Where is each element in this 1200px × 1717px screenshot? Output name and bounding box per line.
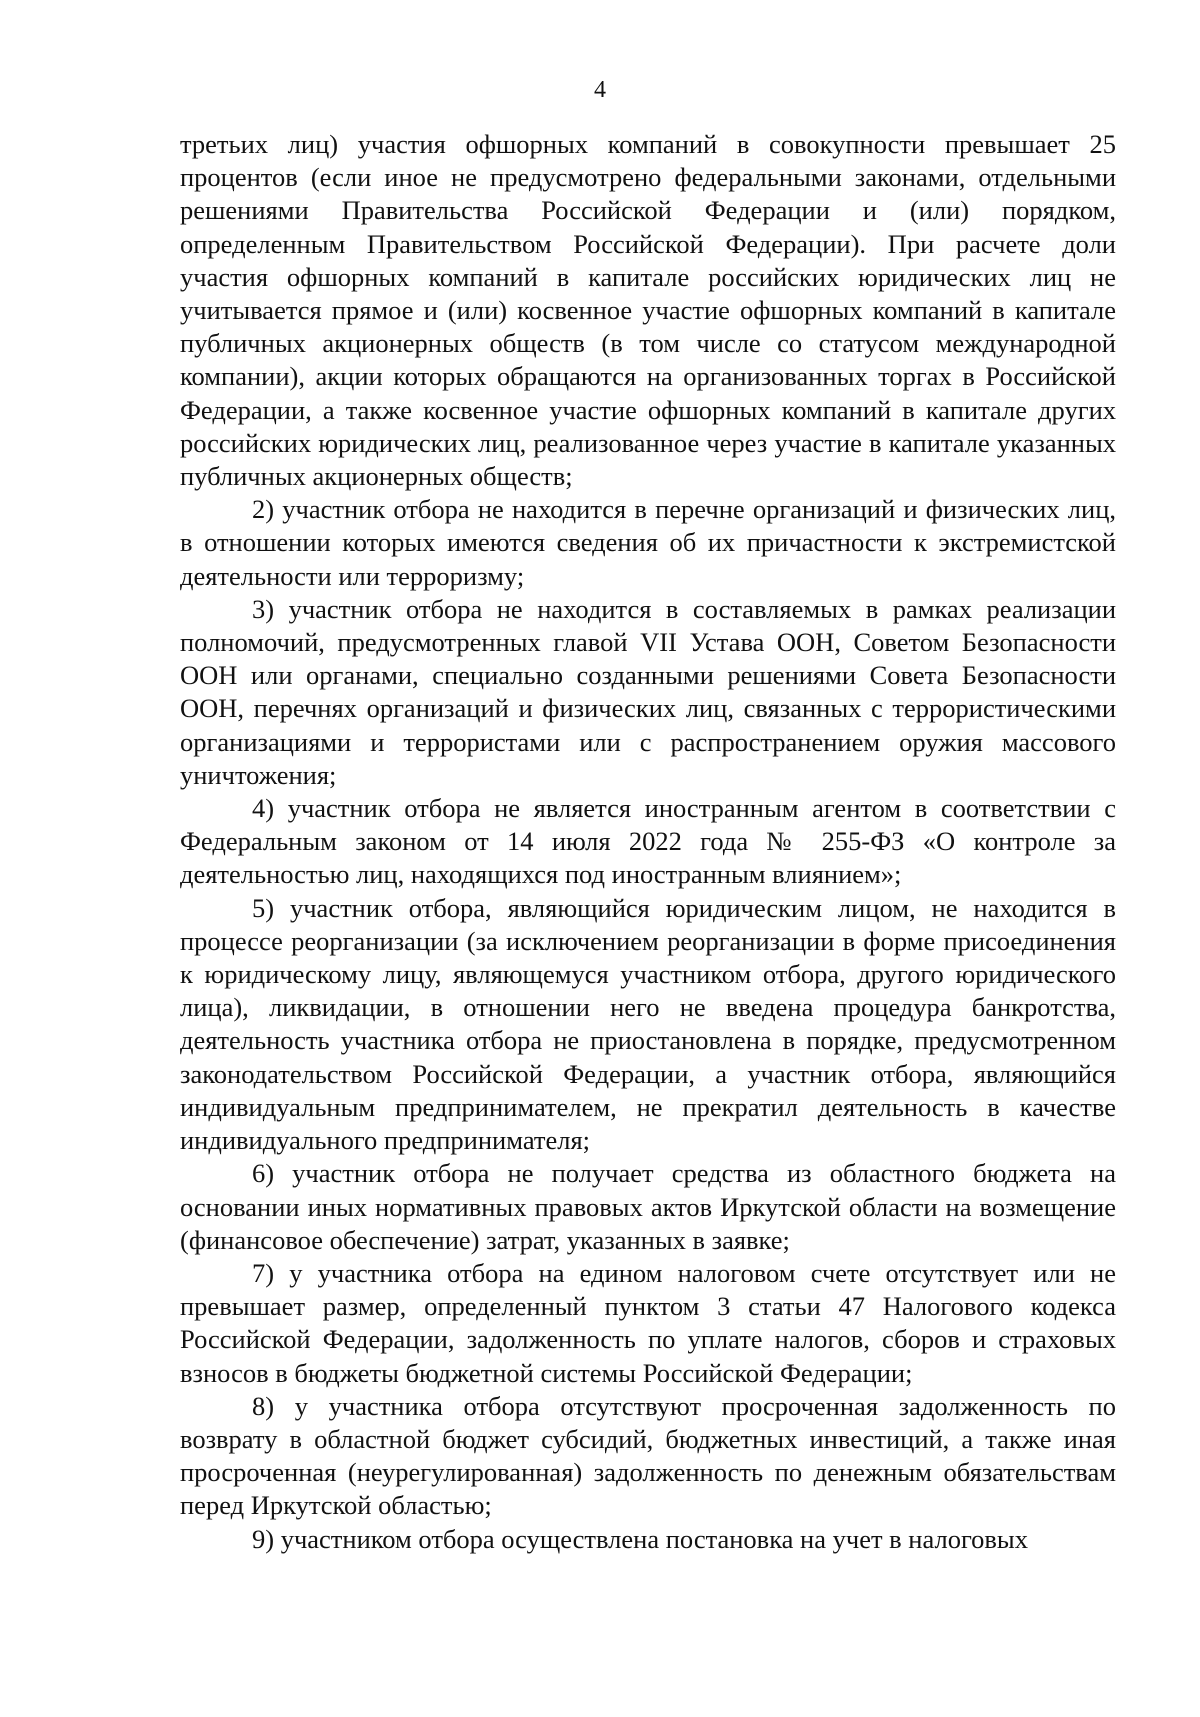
paragraph-item-5: 5) участник отбора, являющийся юридическим лицом, не находится в процессе реорганизации (за исключением реорганизации в форме присоединения к юридическому лицу, являющемуся участником отбора, другого юридического лица), ликвидации, в отношении него не введена процедура банкротства, деятельность участника отбора не приостановлена в порядке, предусмотренном законодательством Российской Федерации, а участник отбора, являющийся индивидуальным предпринимателем, не прекратил деятельность в качестве индивидуального предпринимателя; [180, 892, 1116, 1156]
paragraph-item-2: 2) участник отбора не находится в перечне организаций и физических лиц, в отношении которых имеются сведения об их причастности к экстремистской деятельности или терроризму; [180, 494, 1116, 591]
paragraph-item-6: 6) участник отбора не получает средства из областного бюджета на основании иных нормативных правовых актов Иркутской области на возмещение (финансовое обеспечение) затрат, указанных в заявке; [180, 1158, 1116, 1255]
paragraph-offshore-participation: третьих лиц) участия офшорных компаний в совокупности превышает 25 процентов (если иное не предусмотрено федеральными законами, отдельными решениями Правительства Российской Федерации и (или) порядком, определенным Правительством Российской Федерации). При расчете доли участия офшорных компаний в капитале российских юридических лиц не учитывается прямое и (или) косвенное участие офшорных компаний в капитале публичных акционерных обществ (в том числе со статусом международной компании), акции которых обращаются на организованных торгах в Российской Федерации, а также косвенное участие офшорных компаний в капитале других российских юридических лиц, реализованное через участие в капитале указанных публичных акционерных обществ; [180, 129, 1116, 492]
document-body [180, 128, 1116, 1556]
paragraph-item-9: 9) участником отбора осуществлена постановка на учет в налоговых [252, 1523, 1028, 1554]
page-number: 4 [594, 77, 606, 103]
paragraph-item-4: 4) участник отбора не является иностранным агентом в соответствии с Федеральным законом от 14 июля 2022 года № 255-ФЗ «О контроле за деятельностью лиц, находящихся под иностранным влиянием»; [180, 793, 1116, 890]
paragraph-item-3: 3) участник отбора не находится в составляемых в рамках реализации полномочий, предусмотренных главой VII Устава ООН, Советом Безопасности ООН или органами, специально созданными решениями Совета Безопасности ООН, перечнях организаций и физических лиц, связанных с террористическими организациями и террористами или с распространением оружия массового уничтожения; [180, 593, 1116, 790]
paragraph-item-8: 8) у участника отбора отсутствуют просроченная задолженность по возврату в областной бюджет субсидий, бюджетных инвестиций, а также иная просроченная (неурегулированная) задолженность по денежным обязательствам перед Иркутской областью; [180, 1390, 1116, 1521]
paragraph-item-7: 7) у участника отбора на едином налоговом счете отсутствует или не превышает размер, определенный пунктом 3 статьи 47 Налогового кодекса Российской Федерации, задолженность по уплате налогов, сборов и страховых взносов в бюджеты бюджетной системы Российской Федерации; [180, 1257, 1116, 1388]
